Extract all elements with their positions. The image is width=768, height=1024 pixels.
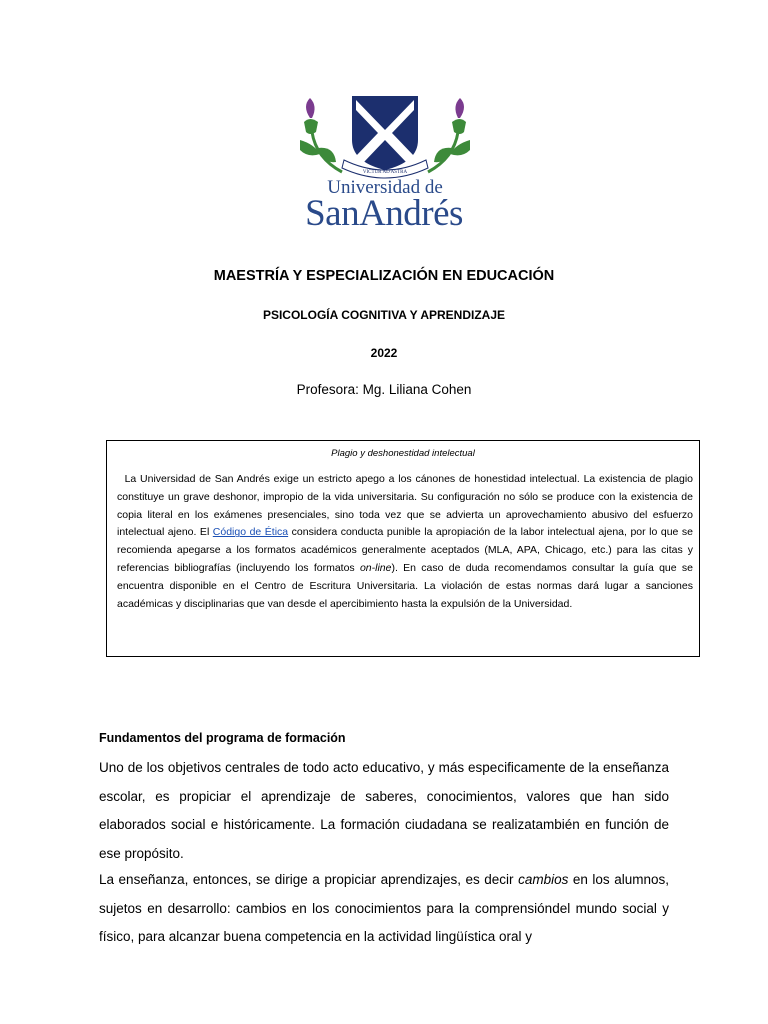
logo-line-1: Universidad de [327,177,443,198]
notice-title: Plagio y deshonestidad intelectual [331,448,475,459]
plagiarism-notice-box [106,440,700,657]
notice-text-italic: on-line [359,561,392,574]
paragraph-1: Uno de los objetivos centrales de todo acto educativo, y más especificamente de la enseñanza escolar, es propiciar el aprendizaje de saberes, conocimientos, valores que han sido elaborados social e históricamente. La formación ciudadana se realizatambién en función de ese propósito. [99,760,669,861]
notice-text-part-b: considera conducta punible la apropiación de la labor intelectual ajena, por lo que se recomienda apegarse a los formatos académicos generalmente aceptados (MLA, APA, Chicago, etc.) para las citas y referencias bibliografías (incluyendo los formatos [117,526,693,574]
logo-line-2: SanAndrés [305,193,463,234]
motto-text: VICTUR AD ASTRA [362,170,408,175]
code-of-ethics-link[interactable]: Código de Ética [212,526,289,539]
paragraph-2-part-b: en los alumnos, sujetos en desarrollo: cambios en los conocimientos para la comprensióndel mundo social y físico, para alcanzar buena competencia en la actividad lingüística oral y [99,872,669,945]
notice-text-part-a: La Universidad de San Andrés exige un estricto apego a los cánones de honestidad intelectual. La existencia de plagio constituye un grave deshonor, impropio de la vida universitaria. Su configuración no sólo se produce con la existencia de copia literal en los exámenes presenciales, sino toda vez que se advierta un aprovechamiento abusivo del esfuerzo intelectual ajeno. El [117,473,693,539]
paragraph-2-part-a: La enseñanza, entonces, se dirige a propiciar aprendizajes, es decir [99,872,519,887]
professor-label: Profesora: Mg. Liliana Cohen [296,382,472,397]
left-thistle-icon [300,98,342,172]
year-label: 2022 [370,346,398,360]
notice-text-part-c: ). En caso de duda recomendamos consultar la guía que se encuentra disponible en el Centro de Escritura Universitaria. La violación de estas normas dará lugar a sanciones académicas y disciplinarias que van desde el apercibimiento hasta la expulsión de la Universidad. [117,561,693,610]
notice-text [117,471,693,613]
program-title: MAESTRÍA Y ESPECIALIZACIÓN EN EDUCACIÓN [213,268,555,284]
right-thistle-icon [428,98,470,172]
shield-icon [352,96,418,170]
section-title: Fundamentos del programa de formación [99,731,346,745]
paragraph-2-italic: cambios [518,872,569,887]
course-title: PSICOLOGÍA COGNITIVA Y APRENDIZAJE [262,308,506,322]
paragraph-2 [99,866,669,952]
